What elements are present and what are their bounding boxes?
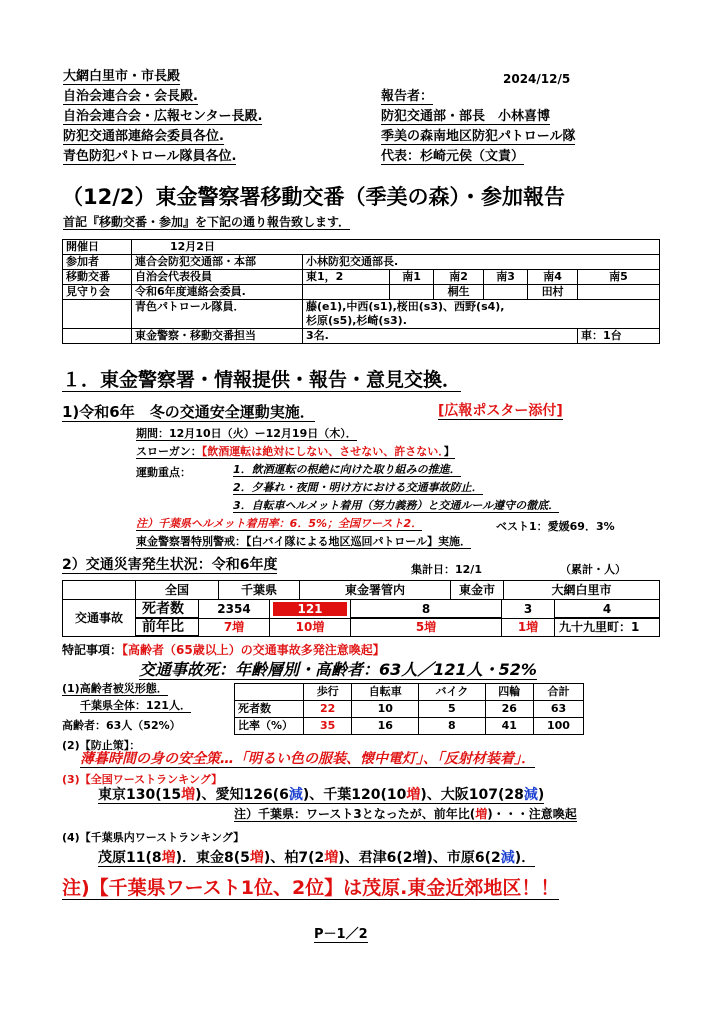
reporter-line-2: 季美の森南地区防犯パトロール隊 [381,129,576,144]
district-3: 南2 [434,270,484,285]
recipient-patrol: 青色防犯パトロール隊員各位. [63,149,237,164]
mode-col-motorbike: バイク [419,684,485,701]
focus-item-1: 1．飲酒運転の根絶に向けた取り組みの推進． [233,463,461,476]
focus-item-2: 2．夕暮れ・夜間・明け方における交通事故防止． [233,481,483,494]
reporter-line-3: 代表：杉崎元侯（文責） [381,149,525,164]
special-watch-label: 東金警察署特別警戒： [136,535,246,548]
rank-osaka-delta: 減 [523,787,538,803]
slogan-line [136,446,455,459]
pref-ranking [98,851,535,867]
deaths-chiba: 121 [273,602,346,616]
chiba-worst-note [234,808,577,822]
mode-ratio-total: 100 [533,718,583,735]
page-title: （12/2）東金警察署移動交番（季美の森）・参加報告 [62,185,566,209]
district-name-4 [484,285,528,300]
rank-tokyo: 東京130(15 [98,787,182,803]
rank-chiba: 、千葉120(10 [309,787,407,803]
special-notes-value: 【高齢者（65歳以上）の交通事故多発注意喚起】 [122,643,385,657]
side-label-1: 参加者 [63,255,132,270]
mode-ratio-label: 比率（%） [235,718,304,735]
chiba-note-c: )・・・注意喚起 [487,807,577,821]
police-count: 3名. [303,329,578,344]
page-number: P－1／2 [314,927,368,942]
side-label-2: 移動交番 [63,270,132,285]
rank-togane: 東金8(5 [196,850,250,866]
section1-heading: １．東金警察署・情報提供・報告・意見交換． [62,369,462,391]
traffic-stats-table [62,580,660,637]
slogan-end: 】 [443,445,455,458]
yoy-kujukuri: 九十九里町：1 [559,620,640,634]
rank-kashiwa: 柏7(2 [284,850,325,866]
mode-deaths-bicycle: 10 [352,701,419,718]
rank-togane-close: )、 [263,850,285,866]
district-name-6 [578,285,660,300]
deaths-togane-district: 8 [351,600,502,618]
held-value: 12月2日 [132,240,660,255]
reporter-label: 報告者： [381,89,434,104]
deaths-national: 2354 [199,600,270,618]
district-1: 東1，2 [303,270,390,285]
section1-sub1: 1)令和6年 冬の交通安全運動実施． [62,403,315,421]
recipient-pr-center: 自治会連合会・広報センター長殿. [63,109,263,124]
slogan-label: スローガン： [136,445,202,458]
district-name-5: 田村 [528,285,578,300]
poster-note: [広報ポスター添付] [438,403,563,419]
special-notes [62,641,385,658]
section2-heading: 2）交通災害発生状況：令和6年度 [62,557,278,573]
rank-chiba-close: ) [420,787,427,803]
mode-ratio-bicycle: 16 [352,718,419,735]
elderly-left-1: (1)高齢者被災形態． [62,682,168,695]
recipient-committee: 防犯交通部連絡会委員各位. [63,129,224,144]
rank-ichihara-delta: 減 [500,850,515,866]
row2-label: 自治会代表役員 [132,270,303,285]
tally-date: 集計日：12/1 [411,563,482,576]
helmet-note: 注）千葉県ヘルメット着用率：6．5%；全国ワースト2． [136,517,423,530]
yoy-togane-city: 1増 [502,619,555,636]
report-date: 2024/12/5 [503,72,571,86]
special-watch [136,536,471,549]
event-table [62,239,660,344]
chiba-note-b: 増 [475,807,488,821]
elderly-mode-table [234,683,584,735]
rank-kashiwa-delta: 増 [324,850,339,866]
mode-col-total: 合計 [533,684,583,701]
col-chiba: 千葉県 [219,581,300,600]
prevention-label: (2)【防止策】： [62,739,141,752]
rank-tokyo-delta: 増 [181,787,196,803]
car-count: 車：1台 [578,329,660,344]
helmet-best: ベスト1：愛媛69．3% [496,520,615,533]
deaths-togane-city: 3 [502,600,555,618]
prevention-text: 薄暮時間の身の安全策…「明るい色の服装、懐中電灯」、「反射材装着」． [80,751,535,767]
stats-units: （累計・人） [560,563,626,576]
chiba-note-a: 注）千葉県：ワースト3となったが、前年比( [234,807,476,821]
special-watch-value: 【白バイ隊による地区巡回パトロール】実施． [246,535,472,548]
col-national: 全国 [136,581,219,600]
rank-togane-delta: 増 [249,850,264,866]
mode-ratio-motorbike: 8 [419,718,485,735]
final-note: 注)【千葉県ワースト1位、2位】は茂原.東金近郊地区！！ [62,877,560,899]
elderly-left-3: 高齢者：63人（52%） [62,719,181,732]
intro-text: 首記『移動交番・参加』を下記の通り報告致します． [63,215,351,229]
row3-label: 令和6年度連絡会委員. [132,285,303,300]
mode-ratio-walk: 35 [304,718,352,735]
rank-osaka-close: ) [537,787,545,803]
district-5: 南4 [528,270,578,285]
side-label-3: 見守り会 [63,285,132,300]
col-togane-city: 東金市 [451,581,504,600]
elderly-headline: 交通事故死：年齢層別・高齢者：63人／121人・52% [139,660,537,679]
col-oamishirasato: 大網白里市 [504,581,660,600]
reporter-line-1: 防犯交通部・部長 小林喜博 [381,109,551,124]
row-group-accidents: 交通事故 [63,600,136,637]
recipient-mayor: 大網白里市・市長殿 [63,69,181,84]
district-name-1 [303,285,390,300]
yoy-chiba: 10増 [270,619,351,636]
district-name-2 [390,285,434,300]
pref-ranking-label: (4)【千葉県内ワーストランキング】 [62,831,245,844]
district-6: 南5 [578,270,660,285]
recipient-association: 自治会連合会・会長殿. [63,89,198,104]
district-2: 南1 [390,270,434,285]
focus-label: 運動重点： [136,466,191,479]
mode-ratio-car: 41 [485,718,533,735]
rank-aichi: 、愛知126(6 [201,787,289,803]
mode-col-walk: 歩行 [304,684,352,701]
rank-mobara: 茂原11(8 [98,850,162,866]
mode-col-car: 四輪 [485,684,533,701]
slogan-value: 【飲酒運転は絶対にしない、させない、許さない． [201,445,444,458]
yoy-national: 7増 [199,619,270,636]
national-ranking [98,788,544,804]
special-notes-label: 特記事項： [62,643,123,657]
rank-mobara-close: )． [175,850,197,866]
rank-chiba-delta: 増 [406,787,421,803]
mode-deaths-car: 26 [485,701,533,718]
rank-aichi-close: ) [302,787,310,803]
district-name-3: 桐生 [434,285,484,300]
deaths-oamishirasato: 4 [555,600,659,618]
held-label: 開催日 [63,240,132,255]
rank-aichi-delta: 減 [288,787,303,803]
patrol-line-2: 杉原(s5),杉崎(s3). [303,314,660,329]
rank-ichihara-close: )． [514,850,536,866]
patrol-label: 青色パトロール隊員． [132,300,303,329]
rank-ichihara: 市原6(2 [446,850,501,866]
patrol-line-1: 藤(e1),中西(s1),桜田(s3)、西野(s4), [303,300,660,315]
mode-deaths-label: 死者数 [235,701,304,718]
yoy-label: 前年比 [136,619,199,636]
national-ranking-label: (3)【全国ワーストランキング】 [62,773,223,786]
mode-col-bicycle: 自転車 [352,684,419,701]
district-4: 南3 [484,270,528,285]
row1-label: 連合会防犯交通部・本部 [132,255,303,270]
rank-kimitsu: 君津6(2増)、 [358,850,447,866]
yoy-togane-district: 5増 [351,619,502,636]
focus-item-3: 3．自転車ヘルメット着用（努力義務）と交通ルール遵守の徹底． [233,499,560,512]
row1-value: 小林防犯交通部長. [303,255,660,270]
rank-mobara-delta: 増 [161,850,176,866]
deaths-label: 死者数 [136,600,199,618]
col-togane-district: 東金署管内 [300,581,451,600]
rank-kashiwa-close: )、 [338,850,359,866]
campaign-period: 期間：12月10日（火）ー12月19日（木）． [136,427,357,440]
elderly-left-2: 千葉県全体：121人． [80,699,191,712]
mode-deaths-walk: 22 [304,701,352,718]
police-label: 東金警察・移動交番担当 [132,329,303,344]
mode-deaths-motorbike: 5 [419,701,485,718]
rank-osaka: 、大阪107(28 [426,787,524,803]
rank-tokyo-close: ) [195,787,202,803]
mode-deaths-total: 63 [533,701,583,718]
